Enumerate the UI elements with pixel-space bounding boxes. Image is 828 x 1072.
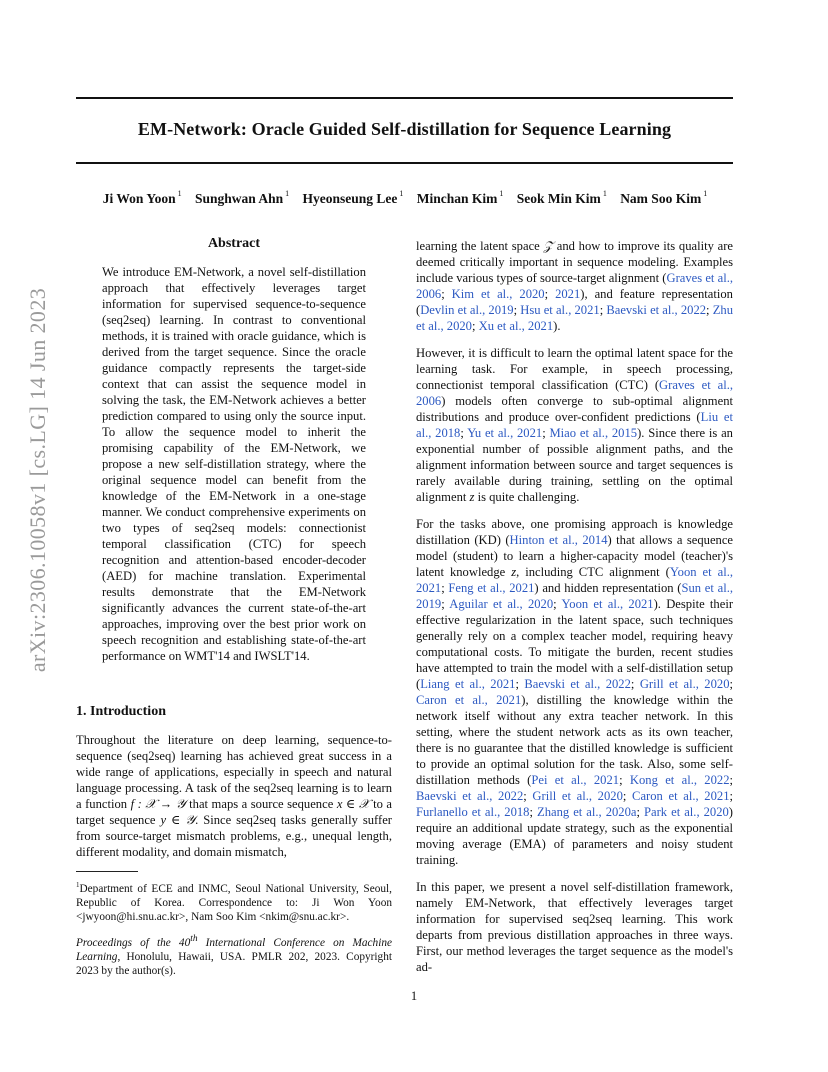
footnote-rule <box>76 871 138 872</box>
citation-link[interactable]: Baevski et al., 2022 <box>416 789 524 803</box>
citation-link[interactable]: Kim et al., 2020 <box>451 287 545 301</box>
page-number: 1 <box>410 989 418 1003</box>
arxiv-stamp: arXiv:2306.10058v1 [cs.LG] 14 Jun 2023 <box>25 287 50 673</box>
citation-link[interactable]: Baevski et al., 2022 <box>606 303 707 317</box>
title-bottom-rule <box>76 162 733 164</box>
citation-link[interactable]: Liu et al., 2018 <box>416 410 733 440</box>
citation-link[interactable]: Graves et al., 2006 <box>416 378 733 408</box>
section-heading-introduction: 1. Introduction <box>76 704 166 719</box>
citation-link[interactable]: Baevski et al., 2022 <box>524 677 631 691</box>
citation-link[interactable]: Aguilar et al., 2020 <box>449 597 554 611</box>
author: Sunghwan Ahn $^1$ <box>194 189 290 206</box>
right-column <box>416 238 733 986</box>
citation-link[interactable]: Caron et al., 2021 <box>416 693 522 707</box>
paper-title: EM-Network: Oracle Guided Self-distillation for Sequence Learning <box>137 119 672 139</box>
author-list <box>60 190 750 207</box>
title-top-rule <box>76 97 733 99</box>
citation-link[interactable]: Grill et al., 2020 <box>532 789 623 803</box>
citation-link[interactable]: Feng et al., 2021 <box>448 581 535 595</box>
abstract-text: We introduce EM-Network, a novel self-distillation approach that effectively leverages target information for supervised sequence-to-sequence (seq2seq) learning. In contrast to conventional methods, it is trained with oracle guidance, which is derived from the target sequence. Since the oracle guidance compactly represents the target-side context that can assist the sequence model in solving the task, the EM-Network achieves a better prediction compared to using only the source input. To allow the sequence model to inherit the promising capability of the EM-Network, we propose a new self-distillation strategy, where the original sequence model can benefit from the knowledge of the EM-Network in a one-stage manner. We conduct comprehensive experiments on two types of seq2seq models: connectionist temporal classification (CTC) for speech recognition and attention-based encoder-decoder (AED) for machine translation. Experimental results demonstrate that the EM-Network significantly advances the current state-of-the-art approaches, improving over the best prior work on speech recognition and establishing state-of-the-art performance on WMT'14 and IWSLT'14. <box>102 265 366 663</box>
citation-link[interactable]: Yu et al., 2021 <box>467 426 543 440</box>
citation-link[interactable]: Furlanello et al., 2018 <box>416 805 530 819</box>
paragraph: learning the latent space 𝒵 and how to improve its quality are deemed critically important in sequence modeling. Examples include various types of source-target alignment (Graves et al., 2006; Kim et al., 2020; 2021), and feature representation (Devlin et al., 2019; Hsu et al., 2021; Baevski et al., 2022; Zhu et al., 2020; Xu et al., 2021). <box>416 239 734 333</box>
citation-link[interactable]: Zhang et al., 2020a <box>537 805 637 819</box>
citation-link[interactable]: Hinton et al., 2014 <box>509 533 608 547</box>
citation-link[interactable]: Sun et al., 2019 <box>416 581 733 611</box>
citation-link[interactable]: Caron et al., 2021 <box>632 789 730 803</box>
abstract-heading: Abstract <box>207 236 261 251</box>
affiliation-footnote: $^1$Department of ECE and INMC, Seoul National University, Seoul, Republic of Korea. Correspondence to: Ji Won Yoon <jwyoon@hi.snu.ac.kr>, Nam Soo Kim <nkim@snu.ac.kr>. <box>76 881 392 923</box>
citation-link[interactable]: 2021 <box>555 287 581 301</box>
paragraph: In this paper, we present a novel self-distillation framework, namely EM-Network, that effectively leverages target information for supervised seq2seq learning. This work departs from previous distillation approaches in three ways. First, our method leverages the target sequence as the model's ad- <box>416 880 733 974</box>
citation-link[interactable]: Miao et al., 2015 <box>549 426 638 440</box>
citation-link[interactable]: Devlin et al., 2019 <box>420 303 514 317</box>
citation-link[interactable]: Pei et al., 2021 <box>531 773 620 787</box>
left-column <box>76 236 392 978</box>
author: Seok Min Kim $^1$ <box>516 189 607 206</box>
citation-link[interactable]: Graves et al., 2006 <box>416 271 734 301</box>
citation-link[interactable]: Hsu et al., 2021 <box>520 303 600 317</box>
citation-link[interactable]: Park et al., 2020 <box>644 805 729 819</box>
author: Hyeonseung Lee $^1$ <box>302 189 404 206</box>
author: Nam Soo Kim $^1$ <box>620 189 708 206</box>
intro-paragraph: Throughout the literature on deep learning, sequence-to-sequence (seq2seq) learning has achieved great success in a wide range of applications, especially in speech and natural language processing. A task of the seq2seq learning is to learn a function f : 𝒳 → 𝒴 that maps a source sequence x ∈ 𝒳 to a target sequence y ∈ 𝒴. Since seq2seq tasks generally suffer from source-target mismatch problems, e.g., unequal length, different modality, and domain mismatch, <box>76 733 393 859</box>
citation-link[interactable]: Grill et al., 2020 <box>639 677 730 691</box>
citation-link[interactable]: Xu et al., 2021 <box>478 319 554 333</box>
citation-link[interactable]: Yoon et al., 2021 <box>561 597 654 611</box>
paragraph: However, it is difficult to learn the optimal latent space for the learning task. For example, in speech processing, connectionist temporal classification (CTC) (Graves et al., 2006) models often converge to sub-optimal alignment distributions and produce over-confident predictions (Liu et al., 2018; Yu et al., 2021; Miao et al., 2015). Since there is an exponential number of possible alignment paths, and the alignment information between source and target sequences is rarely available during training, settling on the optimal alignment z is quite challenging. <box>416 346 733 504</box>
citation-link[interactable]: Liang et al., 2021 <box>420 677 516 691</box>
paragraph: For the tasks above, one promising approach is knowledge distillation (KD) (Hinton et al., 2014) that allows a sequence model (student) to learn a higher-capacity model (teacher)'s latent knowledge z, including CTC alignment (Yoon et al., 2021; Feng et al., 2021) and hidden representation (Sun et al., 2019; Aguilar et al., 2020; Yoon et al., 2021). Despite their effective regularization in the latent space, such techniques generally rely on a complex teacher model, requiring heavy computational costs. To mitigate the burden, recent studies have attempted to train the model with a self-distillation setup (Liang et al., 2021; Baevski et al., 2022; Grill et al., 2020; Caron et al., 2021), distilling the knowledge within the network itself without any extra teacher network. In this setting, where the student network acts as its own teacher, there is no guarantee that the distilled knowledge is sufficient to provide an optimal solution for the task. Also, some self-distillation methods (Pei et al., 2021; Kong et al., 2022; Baevski et al., 2022; Grill et al., 2020; Caron et al., 2021; Furlanello et al., 2018; Zhang et al., 2020a; Park et al., 2020) require an additional update strategy, such as the exponential moving average (EMA) of parameters and noisy student training. <box>416 517 734 867</box>
author: Minchan Kim $^1$ <box>416 189 504 206</box>
citation-link[interactable]: Zhu et al., 2020 <box>416 303 733 333</box>
citation-link[interactable]: Yoon et al., 2021 <box>416 565 733 595</box>
proceedings-note: Proceedings of the 40th International Conference on Machine Learning, Honolulu, Hawaii, USA. PMLR 202, 2023. Copyright 2023 by the author(s). <box>76 933 392 977</box>
author: Ji Won Yoon $^1$ <box>102 189 182 206</box>
citation-link[interactable]: Kong et al., 2022 <box>629 773 730 787</box>
